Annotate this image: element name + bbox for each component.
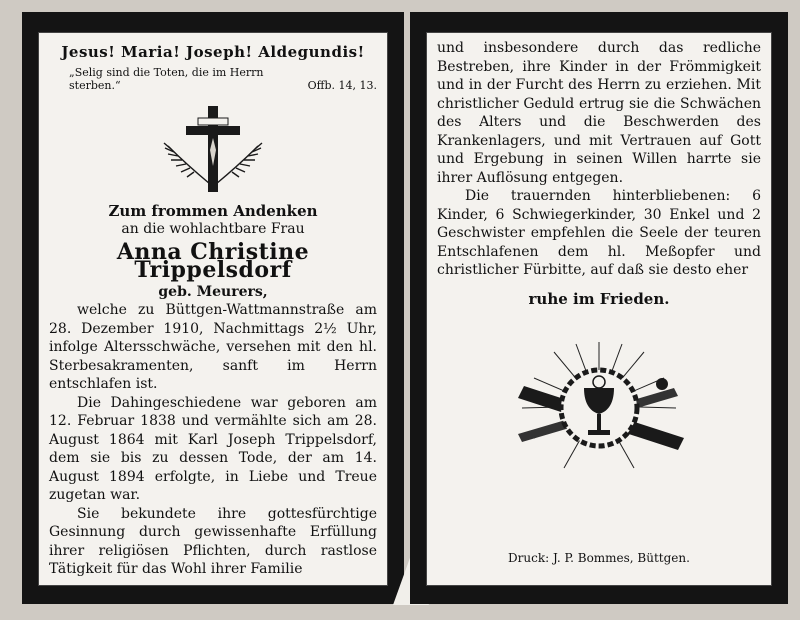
deceased-name: Anna Christine Trippelsdorf [116, 238, 310, 283]
quote-line-2: sterben.“ [69, 78, 121, 92]
quote-line-1: „Selig sind die Toten, die im Herrn [69, 65, 264, 79]
printer-credit: Druck: J. P. Bommes, Büttgen. [508, 551, 690, 565]
left-page [22, 12, 404, 604]
right-page-inner [426, 32, 772, 586]
cross-palm-emblem [158, 102, 268, 194]
right-text-block [427, 33, 771, 478]
maiden-name: geb. Meurers, [158, 283, 268, 300]
continuation-paragraph: und insbesondere durch das redliche Bestreben, ihre Kinder in der Frömmigkeit und in der Furcht des Herrn zu erziehen. Mit christlicher Geduld ertrug sie die Schwächen des Alters und die Beschwerden des Krankenlagers, und mit Vertrauen auf Gott und Ergebung in seinen Willen harrte sie ihrer Auflösung entgegen. [437, 40, 761, 186]
piety-paragraph: Sie bekundete ihre gottesfürchtige Gesinnung durch gewissenhafte Erfüllung ihrer religiösen Pflichten, durch rastlose Tätigkeit für das Wohl ihrer Familie [49, 505, 377, 577]
invocation-header: Jesus! Maria! Joseph! Aldegundis! [61, 43, 365, 61]
chalice-thorns-emblem [504, 338, 694, 478]
death-paragraph: welche zu Büttgen-Wattmannstraße am 28. Dezember 1910, Nachmittags 2½ Uhr, infolge Altersschwäche, versehen mit den hl. Sterbesakramenten, sanft im Herrn entschlafen ist. [49, 302, 377, 392]
bible-quote [69, 66, 377, 92]
intro-line: an die wohlachtbare Frau [121, 221, 305, 237]
memorial-heading: Zum frommen Andenken [108, 201, 318, 220]
life-paragraph: Die Dahingeschiedene war geboren am 12. Februar 1838 und vermählte sich am 28. August 1864 mit Karl Joseph Trippelsdorf, dem sie bis zu dessen Tode, der am 14. August 1894 erfolgte, in Liebe und Treue zugetan war. [49, 394, 377, 503]
right-page [410, 12, 788, 604]
rest-in-peace: ruhe im Frieden. [528, 289, 670, 308]
left-text-block [39, 33, 387, 579]
left-page-inner [38, 32, 388, 586]
quote-reference: Offb. 14, 13. [307, 78, 377, 92]
bereaved-paragraph: Die trauernden hinterbliebenen: 6 Kinder, 6 Schwiegerkinder, 30 Enkel und 2 Geschwister empfehlen die Seele der teuren Entschlafenen dem hl. Meßopfer und christlicher Fürbitte, auf daß sie desto eher [437, 188, 761, 278]
